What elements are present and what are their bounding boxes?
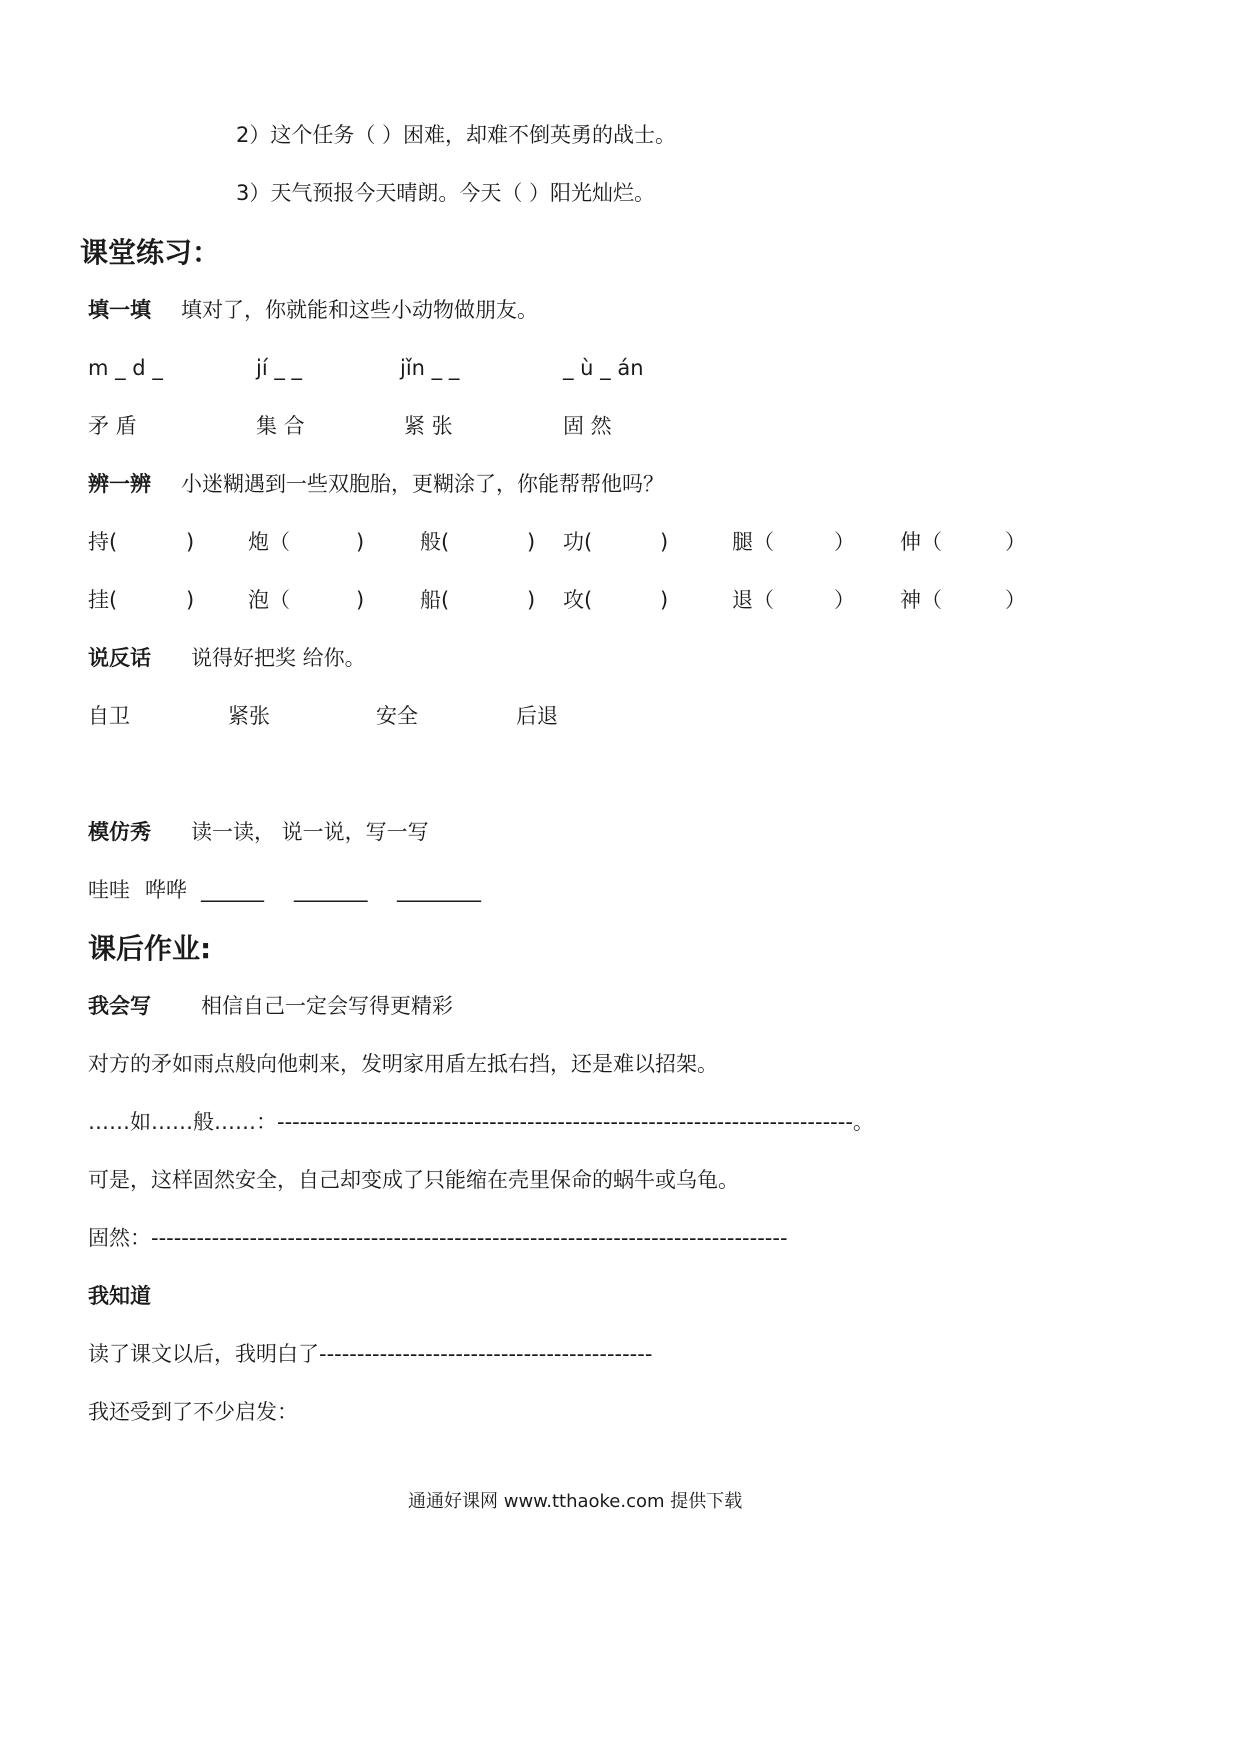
fill-label: 填一填 [88, 298, 151, 322]
twin-char: 退（ [732, 588, 774, 612]
know-line-2: 我还受到了不少启发： [88, 1400, 298, 1424]
know-line-1: 读了课文以后，我明白了-------------------------------------------- [88, 1342, 653, 1366]
close-paren: ) [527, 530, 536, 554]
imitate-label: 模仿秀 [88, 820, 151, 844]
distinguish-label: 辨一辨 [88, 472, 151, 496]
antonym-label: 说反话 [88, 646, 151, 670]
pattern-line-1: ……如……般……：----------------------------------------------------------------------------。 [88, 1110, 874, 1134]
imitate-blank-2: _______ [294, 878, 368, 902]
imitate-instruction: 读一读， 说一说，写一写 [191, 820, 429, 844]
word-1: 矛 盾 [88, 414, 137, 438]
twin-char: 神（ [900, 588, 942, 612]
write-instruction: 相信自己一定会写得更精彩 [201, 994, 453, 1018]
close-paren: ) [186, 588, 195, 612]
close-paren: ) [356, 588, 365, 612]
twin-char: 般( [420, 530, 450, 554]
close-paren: ） [1005, 530, 1026, 554]
homework-sentence-1: 对方的矛如雨点般向他刺来，发明家用盾左抵右挡，还是难以招架。 [88, 1052, 718, 1076]
close-paren: ） [834, 588, 855, 612]
twin-row-2 [0, 586, 1240, 616]
imitate-example-2: 哗哗 [145, 878, 187, 902]
twin-char: 泡（ [248, 588, 290, 612]
word-2: 集 合 [256, 414, 305, 438]
close-paren: ） [1005, 588, 1026, 612]
twin-char: 船( [420, 588, 450, 612]
homework-heading: 课后作业: [88, 932, 212, 965]
imitate-blank-3: ________ [397, 878, 481, 902]
pinyin-2: jí _ _ [256, 356, 303, 380]
close-paren: ) [527, 588, 536, 612]
close-paren: ) [660, 588, 669, 612]
pinyin-1: m _ d _ [88, 356, 163, 380]
antonym-instruction: 说得好把奖 给你。 [191, 646, 366, 670]
twin-row-1 [0, 528, 1240, 558]
antonym-word-2: 紧张 [228, 704, 270, 728]
word-4: 固 然 [563, 414, 612, 438]
pinyin-3: jǐn _ _ [400, 356, 460, 380]
close-paren: ) [186, 530, 195, 554]
antonym-word-4: 后退 [516, 704, 558, 728]
twin-char: 功( [563, 530, 593, 554]
intro-item-2: 2）这个任务（ ）困难，却难不倒英勇的战士。 [236, 123, 677, 147]
imitate-example-1: 哇哇 [88, 878, 130, 902]
intro-item-3: 3）天气预报今天晴朗。今天（ ）阳光灿烂。 [236, 181, 656, 205]
close-paren: ） [834, 530, 855, 554]
class-practice-heading: 课堂练习： [80, 236, 221, 269]
pattern-line-2: 固然：------------------------------------------------------------------------------------ [88, 1226, 788, 1250]
know-label: 我知道 [88, 1284, 151, 1308]
write-label: 我会写 [88, 994, 151, 1018]
footer-text: 通通好课网 www.tthaoke.com 提供下载 [408, 1491, 743, 1512]
antonym-word-1: 自卫 [88, 704, 130, 728]
word-3: 紧 张 [404, 414, 453, 438]
pinyin-4: _ ù _ án [563, 356, 644, 380]
imitate-blank-1: ______ [201, 878, 264, 902]
twin-char: 伸（ [900, 530, 942, 554]
homework-sentence-2: 可是，这样固然安全，自己却变成了只能缩在壳里保命的蜗牛或乌龟。 [88, 1168, 739, 1192]
twin-char: 持( [88, 530, 118, 554]
twin-char: 炮（ [248, 530, 290, 554]
twin-char: 攻( [563, 588, 593, 612]
close-paren: ) [356, 530, 365, 554]
fill-instruction: 填对了，你就能和这些小动物做朋友。 [181, 298, 538, 322]
distinguish-instruction: 小迷糊遇到一些双胞胎，更糊涂了，你能帮帮他吗？ [181, 472, 664, 496]
twin-char: 挂( [88, 588, 118, 612]
antonym-word-3: 安全 [376, 704, 418, 728]
twin-char: 腿（ [732, 530, 774, 554]
close-paren: ) [660, 530, 669, 554]
